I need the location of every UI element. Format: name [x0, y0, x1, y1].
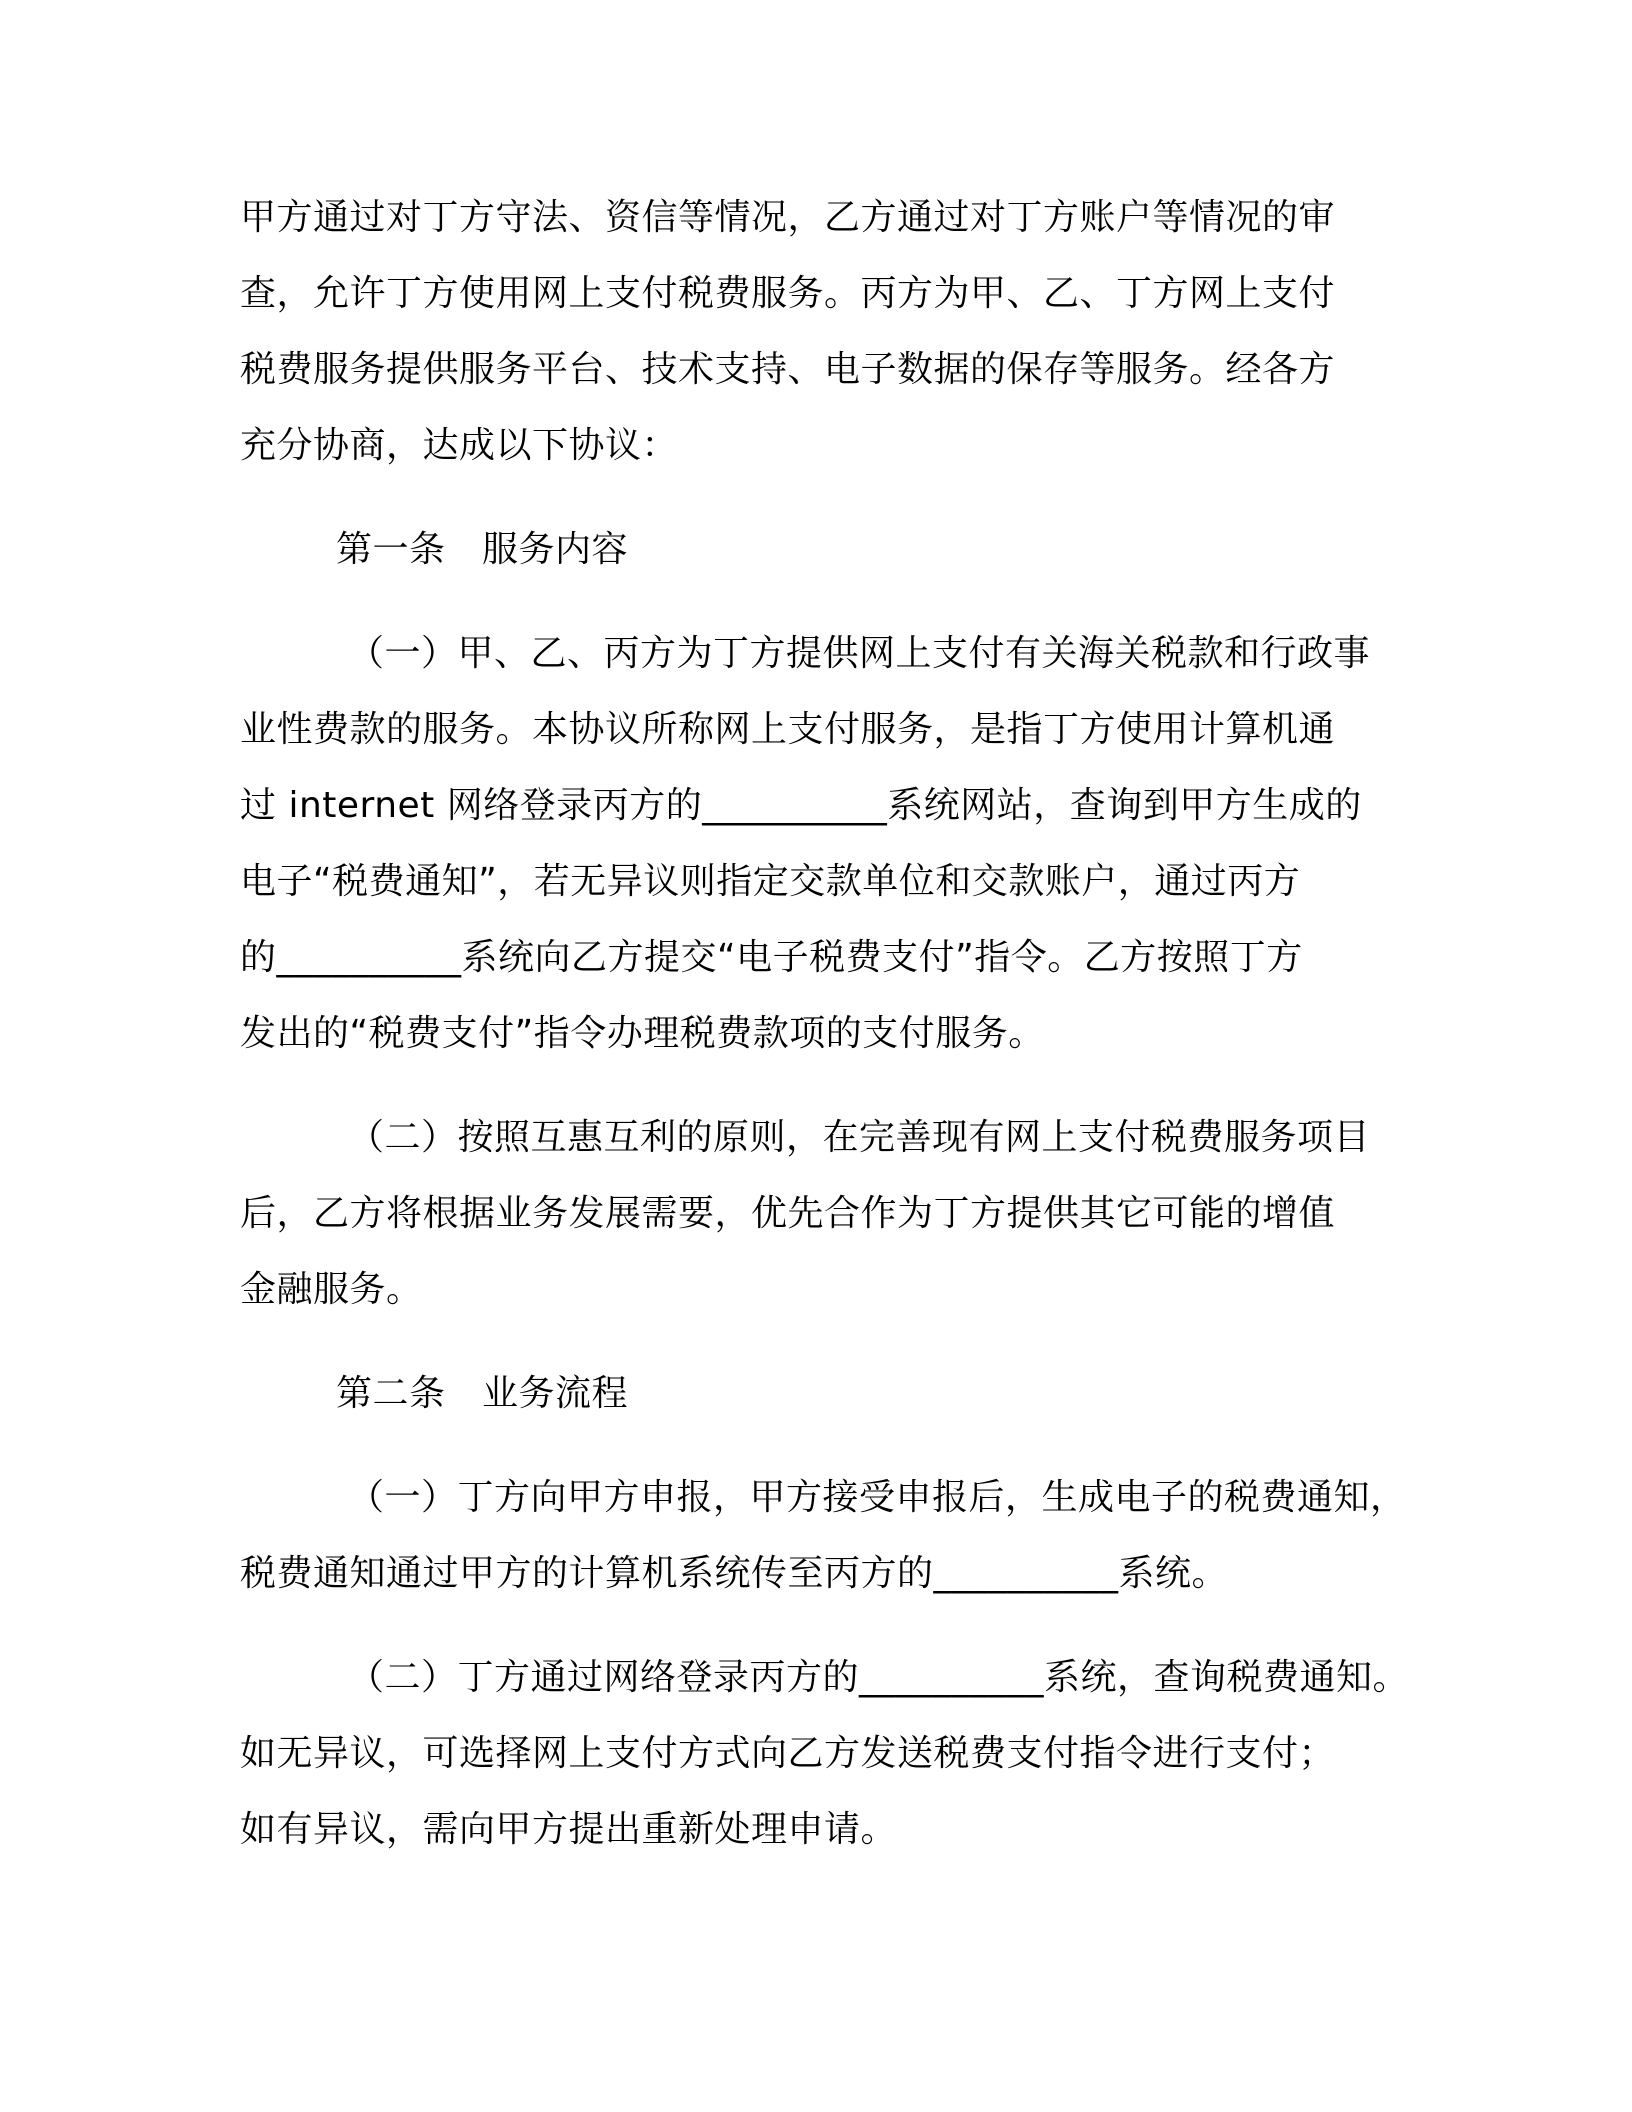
intro-line-3: 税费服务提供服务平台、技术支持、电子数据的保存等服务。经各方	[240, 349, 1336, 390]
article-2-item-2-line-1: （二）丁方通过网络登录丙方的__________系统，查询税费通知。	[348, 1657, 1410, 1698]
article-2-item-2-line-3: 如有异议，需向甲方提出重新处理申请。	[240, 1809, 898, 1850]
intro-line-4: 充分协商，达成以下协议：	[240, 425, 679, 466]
article-1-item-1-line-1: （一）甲、乙、丙方为丁方提供网上支付有关海关税款和行政事	[348, 633, 1371, 674]
article-1-item-2-line-3: 金融服务。	[240, 1269, 423, 1310]
article-2-item-2-line-2: 如无异议，可选择网上支付方式向乙方发送税费支付指令进行支付；	[240, 1733, 1336, 1774]
article-1-item-2-line-1: （二）按照互惠互利的原则，在完善现有网上支付税费服务项目	[348, 1117, 1371, 1158]
article-1-item-1-line-6: 发出的“税费支付”指令办理税费款项的支付服务。	[240, 1013, 1045, 1054]
article-1-item-1-line-4: 电子“税费通知”，若无异议则指定交款单位和交款账户，通过丙方	[240, 861, 1301, 902]
article-1-item-1-line-5: 的__________系统向乙方提交“电子税费支付”指令。乙方按照丁方	[240, 937, 1303, 978]
article-1-item-1-line-3: 过 internet 网络登录丙方的__________系统网站，查询到甲方生成的	[240, 785, 1362, 826]
article-1-heading: 第一条 服务内容	[336, 529, 629, 570]
article-1-item-2-line-2: 后，乙方将根据业务发展需要，优先合作为丁方提供其它可能的增值	[240, 1193, 1336, 1234]
article-2-item-1-line-1: （一）丁方向甲方申报，甲方接受申报后，生成电子的税费通知，	[348, 1477, 1407, 1518]
article-2-item-1-line-2: 税费通知通过甲方的计算机系统传至丙方的__________系统。	[240, 1553, 1229, 1594]
intro-line-1: 甲方通过对丁方守法、资信等情况，乙方通过对丁方账户等情况的审	[240, 197, 1336, 238]
intro-line-2: 查，允许丁方使用网上支付税费服务。丙方为甲、乙、丁方网上支付	[240, 273, 1336, 314]
article-1-item-1-line-2: 业性费款的服务。本协议所称网上支付服务，是指丁方使用计算机通	[240, 709, 1336, 750]
article-2-heading: 第二条 业务流程	[336, 1373, 629, 1414]
